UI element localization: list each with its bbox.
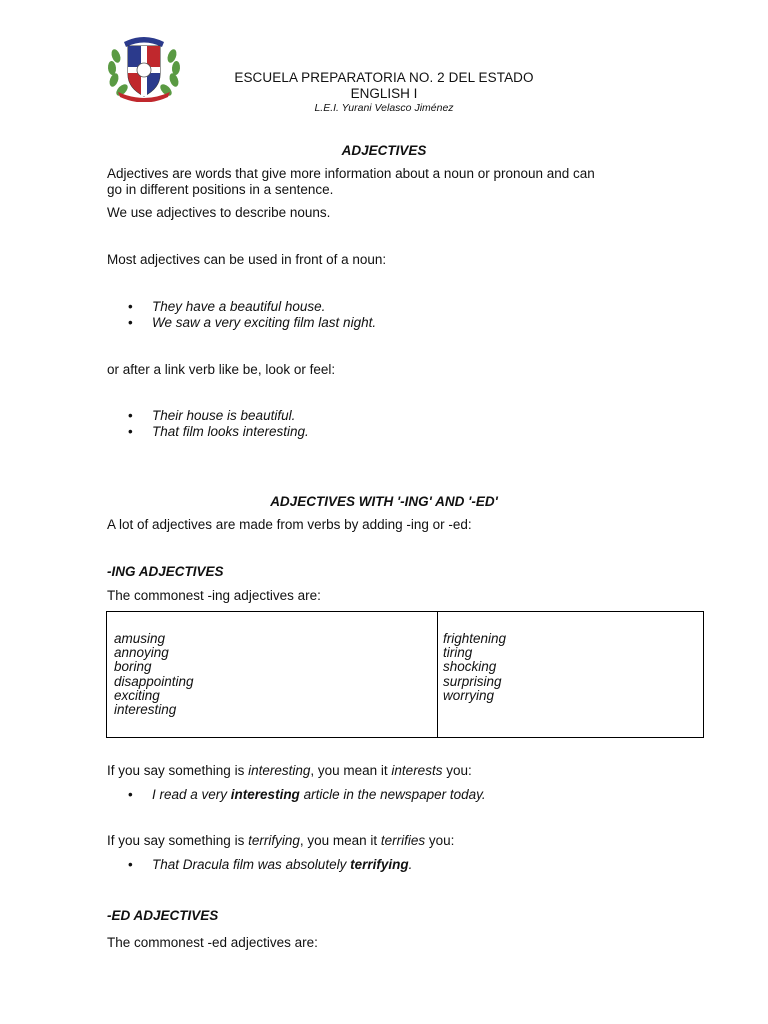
table-column-left (114, 632, 194, 717)
table-cell: surprising (443, 673, 502, 689)
text-run: you: (442, 763, 472, 778)
text-run: article in the newspaper today. (299, 787, 486, 802)
table-cell: frightening (443, 631, 507, 646)
ing-adjectives-table (106, 611, 704, 738)
describe-sentence: We use adjectives to describe nouns. (107, 205, 331, 220)
table-cell: disappointing (114, 673, 194, 689)
text-run: , you mean it (299, 833, 381, 848)
section-title-ing-ed: ADJECTIVES WITH '-ING' AND '-ED' (270, 494, 498, 509)
ing-intro: The commonest -ing adjectives are: (107, 588, 321, 603)
school-name: ESCUELA PREPARATORIA NO. 2 DEL ESTADO (234, 70, 534, 85)
intro-line-2: go in different positions in a sentence. (107, 182, 334, 197)
example-text: They have a beautiful house. (152, 299, 326, 314)
text-run: That Dracula film was absolutely (152, 857, 351, 872)
bullet-icon: • (128, 315, 133, 330)
text-run: , you mean it (310, 763, 392, 778)
text-run-bold: interesting (230, 787, 300, 802)
interesting-explanation (107, 763, 472, 779)
section-title-ed: -ED ADJECTIVES (107, 908, 219, 923)
bullet-icon: • (128, 424, 133, 439)
table-cell: annoying (114, 645, 169, 661)
example-text (152, 857, 412, 873)
course-name: ENGLISH I (350, 86, 418, 101)
ed-intro: The commonest -ed adjectives are: (107, 935, 318, 950)
text-run: you: (425, 833, 455, 848)
bullet-icon: • (128, 857, 133, 872)
ing-ed-intro: A lot of adjectives are made from verbs by adding -ing or -ed: (107, 517, 472, 532)
text-run-italic: interests (391, 763, 443, 778)
text-run: If you say something is (107, 763, 249, 778)
table-cell: boring (114, 659, 152, 675)
bullet-icon: • (128, 299, 133, 314)
example-text: Their house is beautiful. (152, 408, 296, 423)
text-run-italic: terrifying (248, 833, 300, 848)
text-run: If you say something is (107, 833, 249, 848)
section-title-adjectives: ADJECTIVES (341, 143, 427, 158)
example-text (152, 787, 486, 803)
table-cell: worrying (443, 687, 495, 703)
text-run-bold: terrifying (350, 857, 409, 872)
intro-line-1: Adjectives are words that give more information about a noun or pronoun and can (107, 166, 595, 181)
text-run: I read a very (152, 787, 231, 802)
text-run-italic: terrifies (380, 833, 426, 848)
table-cell: exciting (114, 687, 160, 703)
section-title-ing: -ING ADJECTIVES (107, 564, 224, 579)
after-link-verb-intro: or after a link verb like be, look or feel: (107, 362, 336, 377)
text-run-italic: interesting (248, 763, 311, 778)
table-cell: amusing (114, 631, 166, 646)
teacher-name: L.E.I. Yurani Velasco Jiménez (314, 102, 454, 114)
text-run: . (408, 857, 413, 872)
example-text: We saw a very exciting film last night. (152, 315, 377, 330)
example-text: That film looks interesting. (152, 424, 309, 439)
table-divider (437, 612, 438, 737)
bullet-icon: • (128, 408, 133, 423)
table-cell: interesting (114, 702, 177, 718)
terrifying-explanation (107, 833, 454, 849)
bullet-icon: • (128, 787, 133, 802)
front-of-noun-intro: Most adjectives can be used in front of a noun: (107, 252, 387, 267)
table-cell: tiring (443, 645, 473, 661)
table-cell: shocking (443, 659, 497, 675)
table-column-right (443, 632, 506, 703)
